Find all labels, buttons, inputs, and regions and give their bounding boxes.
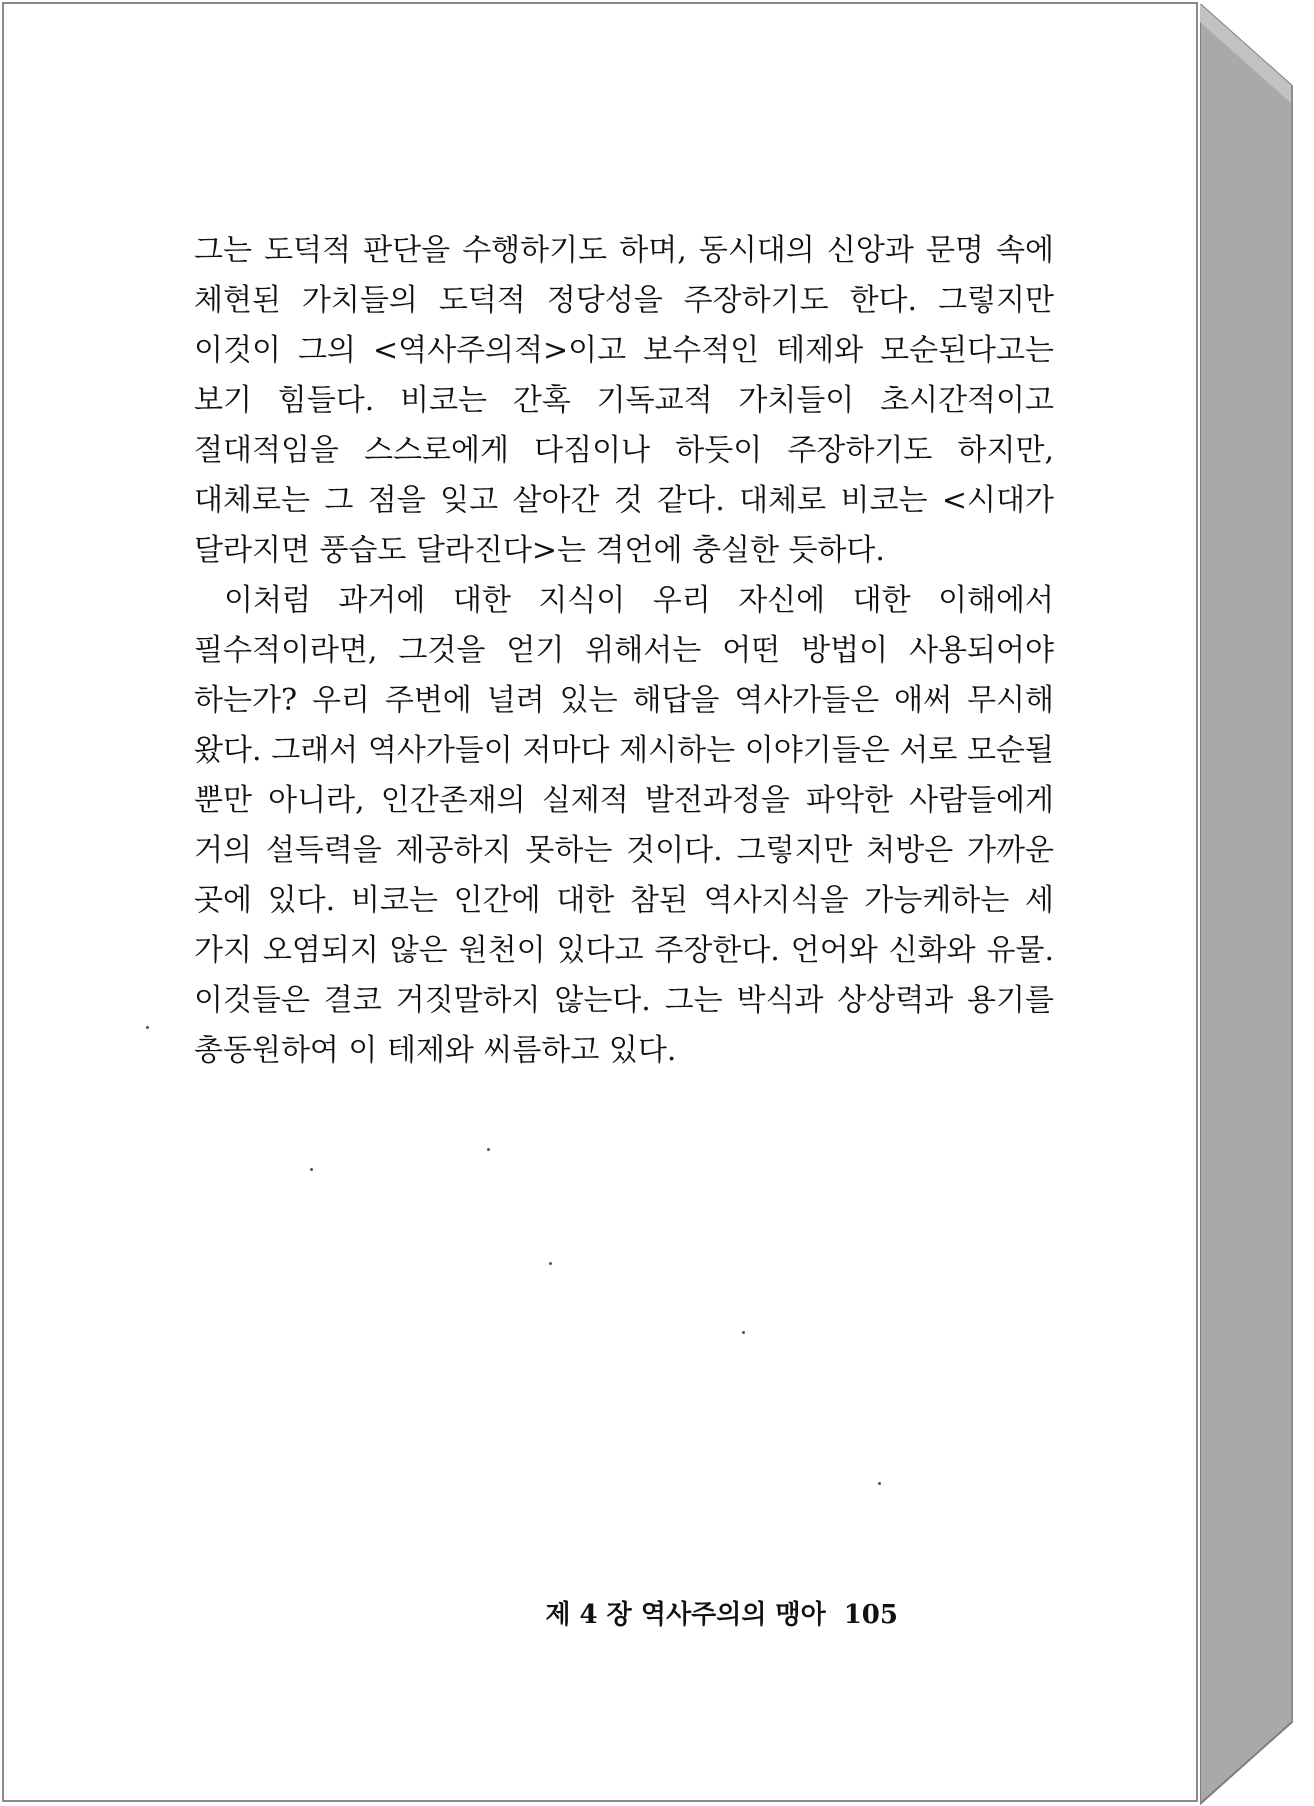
scan-speck (878, 1482, 881, 1485)
body-text (194, 226, 1054, 1076)
scan-speck (310, 1168, 313, 1171)
book-page (2, 2, 1198, 1802)
paragraph-1: 그는 도덕적 판단을 수행하기도 하며, 동시대의 신앙과 문명 속에 체현된 가치들의 도덕적 정당성을 주장하기도 한다. 그렇지만 이것이 그의 <역사주의적>이고 보수적인 테제와 모순된다고는 보기 힘들다. 비코는 간혹 기독교적 가치들이 초시간적이고 절대적임을 스스로에게 다짐이나 하듯이 주장하기도 하지만, 대체로는 그 점을 잊고 살아간 것 같다. 대체로 비코는 <시대가 달라지면 풍습도 달라진다>는 격언에 충실한 듯하다. (194, 233, 1054, 568)
scan-speck (487, 1148, 490, 1151)
paragraph-2: 이처럼 과거에 대한 지식이 우리 자신에 대한 이해에서 필수적이라면, 그것을 얻기 위해서는 어떤 방법이 사용되어야 하는가? 우리 주변에 널려 있는 해답을 역사가들은 애써 무시해 왔다. 그래서 역사가들이 저마다 제시하는 이야기들은 서로 모순될 뿐만 아니라, 인간존재의 실제적 발전과정을 파악한 사람들에게 거의 설득력을 제공하지 못하는 것이다. 그렇지만 처방은 가까운 곳에 있다. 비코는 인간에 대한 참된 역사지식을 가능케하는 세 가지 오염되지 않은 원천이 있다고 주장한다. 언어와 신화와 유물. 이것들은 결코 거짓말하지 않는다. 그는 박식과 상상력과 용기를 총동원하여 이 테제와 씨름하고 있다. (194, 583, 1054, 1068)
scan-speck (549, 1262, 552, 1265)
book-edge-shape (1200, 4, 1312, 1806)
chapter-title: 제 4 장 역사주의의 맹아 (545, 1600, 826, 1630)
page-number: 105 (843, 1600, 898, 1630)
scan-speck (146, 1026, 149, 1029)
running-footer (545, 1594, 898, 1631)
scan-speck (742, 1331, 745, 1334)
